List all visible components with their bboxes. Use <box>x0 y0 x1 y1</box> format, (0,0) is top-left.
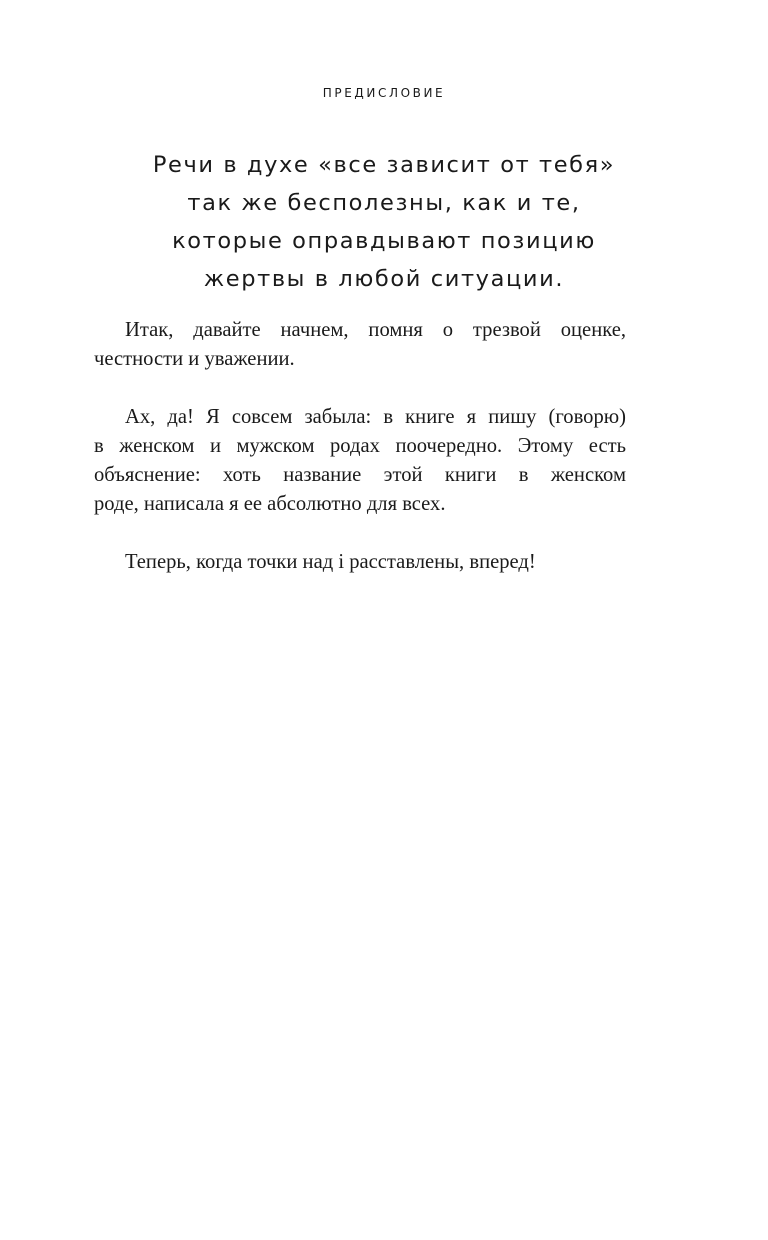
paragraph-line: Итак, давайте начнем, помня о трезвой оценке, <box>125 319 626 341</box>
paragraph-line: Ах, да! Я совсем забыла: в книге я пишу (говорю) <box>125 406 626 428</box>
pullquote-line: жертвы в любой ситуации. <box>203 266 565 292</box>
running-head: ПРЕДИСЛОВИЕ <box>322 86 446 100</box>
paragraph-line: в женском и мужском родах поочередно. Этому есть <box>94 435 626 457</box>
body-text <box>94 316 626 606</box>
paragraph <box>94 316 626 374</box>
paragraph <box>94 548 626 577</box>
pullquote-line: Речи в духе «все зависит от тебя» <box>152 152 616 178</box>
pullquote-line: которые оправдывают позицию <box>172 228 596 254</box>
paragraph-line: объяснение: хоть название этой книги в женском <box>94 464 626 486</box>
paragraph-line: честности и уважении. <box>94 348 295 370</box>
pullquote <box>96 146 672 298</box>
paragraph-line: Теперь, когда точки над і расставлены, вперед! <box>125 551 536 573</box>
paragraph-line: роде, написала я ее абсолютно для всех. <box>94 493 446 515</box>
paragraph <box>94 403 626 519</box>
pullquote-line: так же бесполезны, как и те, <box>187 190 581 216</box>
